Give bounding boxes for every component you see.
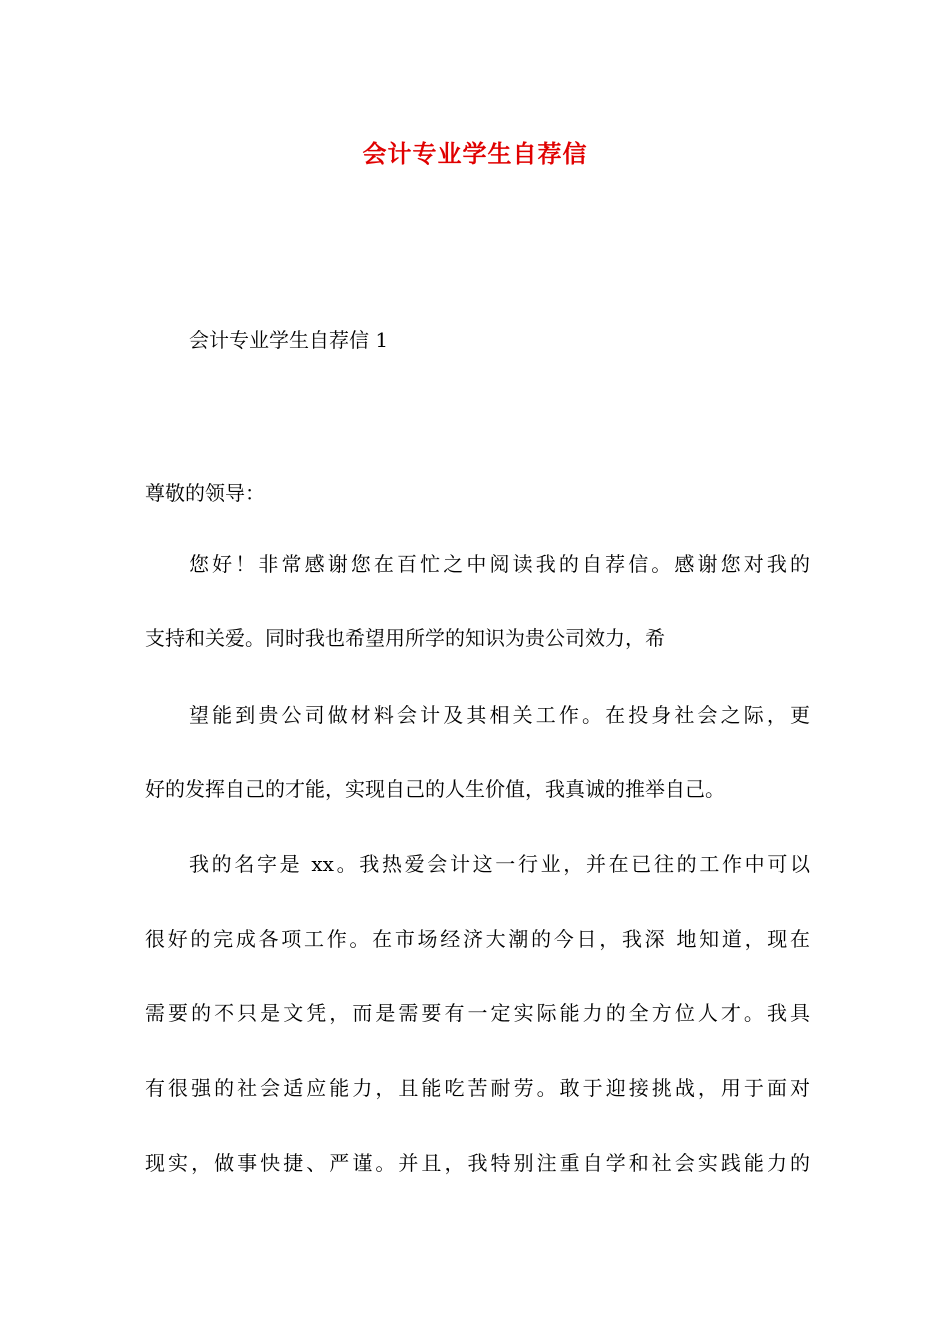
body-line: 支持和关爱。同时我也希望用所学的知识为贵公司效力，希 bbox=[145, 626, 665, 650]
body-line: 现实，做事快捷、严谨。并且，我特别注重自学和社会实践能力的 bbox=[145, 1151, 810, 1175]
letter-subtitle: 会计专业学生自荐信 1 bbox=[189, 328, 389, 352]
body-line: 我的名字是 xx。我热爱会计这一行业，并在已往的工作中可以 bbox=[189, 852, 810, 876]
body-line: 您好！非常感谢您在百忙之中阅读我的自荐信。感谢您对我的 bbox=[189, 552, 810, 576]
salutation: 尊敬的领导： bbox=[145, 481, 265, 505]
body-line: 需要的不只是文凭，而是需要有一定实际能力的全方位人才。我具 bbox=[145, 1001, 810, 1025]
body-line: 好的发挥自己的才能，实现自己的人生价值，我真诚的推举自己。 bbox=[145, 777, 725, 801]
document-title: 会计专业学生自荐信 bbox=[362, 139, 588, 168]
body-line: 望能到贵公司做材料会计及其相关工作。在投身社会之际，更 bbox=[189, 703, 810, 727]
body-line: 有很强的社会适应能力，且能吃苦耐劳。敢于迎接挑战，用于面对 bbox=[145, 1076, 810, 1100]
body-line: 很好的完成各项工作。在市场经济大潮的今日，我深 地知道，现在 bbox=[145, 927, 810, 951]
